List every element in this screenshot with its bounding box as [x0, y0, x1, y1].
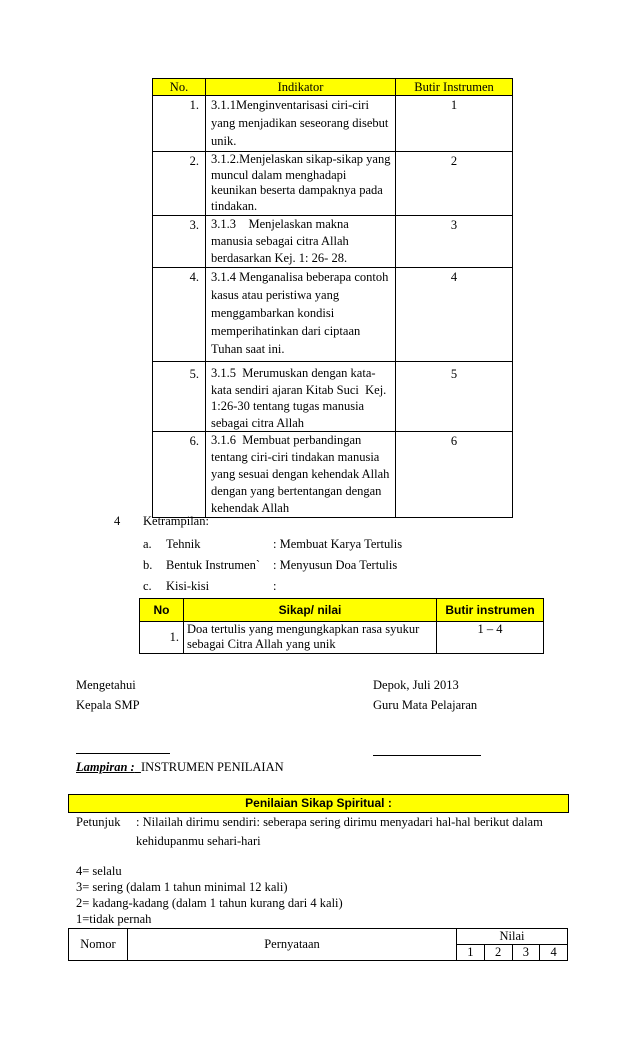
lampiran-text: INSTRUMEN PENILAIAN — [140, 760, 284, 774]
header-no: No. — [153, 79, 206, 96]
score-header: 4 — [540, 945, 568, 961]
signature-line-left — [76, 753, 170, 754]
signature-left-line2: Kepala SMP — [76, 698, 140, 712]
section-number: 4 — [114, 514, 121, 528]
item-label: Kisi-kisi — [166, 579, 210, 593]
item-label: Tehnik — [166, 537, 201, 551]
score-header: 2 — [484, 945, 512, 961]
lampiran-heading — [76, 760, 284, 775]
table-row: 4. 3.1.4 Menganalisa beberapa contoh kasus atau peristiwa yang menggambarkan kondisi memperihatinkan dari ciptaan Tuhan saat ini. 4 — [153, 268, 513, 362]
scale-item: 1=tidak pernah — [76, 912, 152, 926]
signature-right-line2: Guru Mata Pelajaran — [373, 698, 478, 712]
item-value: : Membuat Karya Tertulis — [273, 537, 403, 551]
header-nilai: Nilai — [457, 929, 568, 945]
table-row: 1. 3.1.1Menginventarisasi ciri-ciri yang menjadikan seseorang disebut unik. 1 — [153, 96, 513, 152]
header-pernyataan: Pernyataan — [128, 929, 457, 961]
scale-item: 4= selalu — [76, 864, 122, 878]
signature-left-line1: Mengetahui — [76, 678, 136, 692]
signature-right-line1: Depok, Juli 2013 — [373, 678, 459, 692]
header-butir: Butir Instrumen — [396, 79, 513, 96]
header-indikator: Indikator — [206, 79, 396, 96]
item-letter: a. — [143, 537, 152, 551]
spiritual-table — [68, 928, 568, 961]
header-sikap: Sikap/ nilai — [184, 599, 437, 622]
scale-item: 3= sering (dalam 1 tahun minimal 12 kali) — [76, 880, 288, 894]
spiritual-title-bar — [68, 794, 569, 813]
table-row: 1. Doa tertulis yang mengungkapkan rasa syukur sebagai Citra Allah yang unik 1 – 4 — [140, 622, 544, 654]
petunjuk-line1: : Nilailah dirimu sendiri: seberapa sering dirimu menyadari hal-hal berikut dalam — [136, 815, 543, 829]
item-value: : — [273, 579, 277, 593]
lampiran-label: Lampiran : — [76, 760, 135, 774]
petunjuk-label: Petunjuk — [76, 815, 121, 829]
signature-line-right — [373, 755, 481, 756]
kisi-table — [139, 598, 544, 654]
table-row: 6. 3.1.6 Membuat perbandingan tentang ciri-ciri tindakan manusia yang sesuai dengan kehendak Allah dengan yang bertentangan dengan kehendak Allah 6 — [153, 432, 513, 518]
table-row: 2. 3.1.2.Menjelaskan sikap-sikap yang muncul dalam menghadapi keunikan beserta dampaknya pada tindakan. 2 — [153, 152, 513, 216]
item-label: Bentuk Instrumen` — [166, 558, 261, 572]
scale-item: 2= kadang-kadang (dalam 1 tahun kurang dari 4 kali) — [76, 896, 343, 910]
table-row: 3. 3.1.3 Menjelaskan makna manusia sebagai citra Allah berdasarkan Kej. 1: 26- 28. 3 — [153, 216, 513, 268]
header-nomor: Nomor — [69, 929, 128, 961]
indicator-table — [152, 78, 513, 518]
item-value: : Menyusun Doa Tertulis — [273, 558, 398, 572]
spiritual-title: Penilaian Sikap Spiritual : — [245, 796, 392, 810]
table-row: 5. 3.1.5 Merumuskan dengan kata- kata sendiri ajaran Kitab Suci Kej. 1:26-30 tentang tugas manusia sebagai citra Allah 5 — [153, 362, 513, 432]
section-title: Ketrampilan: — [143, 514, 209, 528]
item-letter: c. — [143, 579, 152, 593]
item-letter: b. — [143, 558, 153, 572]
score-header: 1 — [457, 945, 485, 961]
header-no: No — [140, 599, 184, 622]
score-header: 3 — [512, 945, 540, 961]
header-butir: Butir instrumen — [437, 599, 544, 622]
petunjuk-line2: kehidupanmu sehari-hari — [136, 834, 261, 848]
